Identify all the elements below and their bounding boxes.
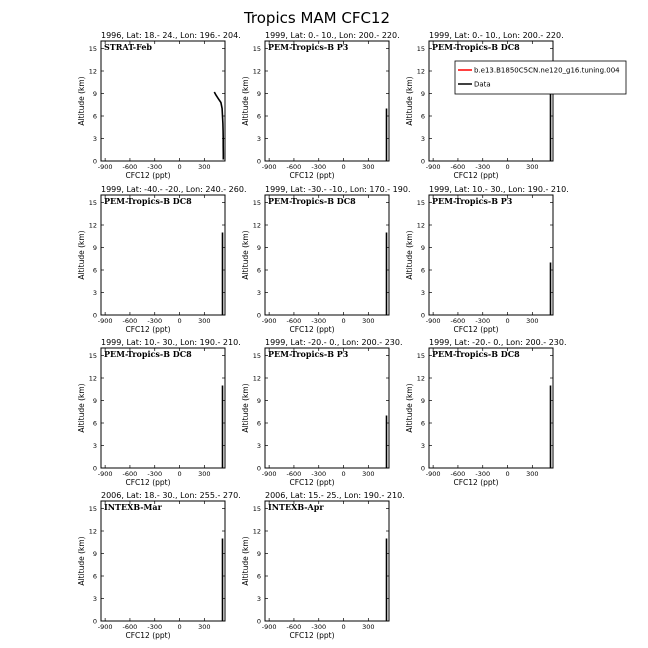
x-tick-label: -300	[147, 623, 163, 631]
x-tick-label: -600	[450, 163, 466, 171]
y-tick-label: 3	[256, 288, 261, 297]
x-tick-label: -900	[261, 317, 277, 325]
y-tick-label: 9	[256, 243, 261, 252]
x-tick-label: 300	[362, 317, 375, 325]
y-tick-label: 6	[92, 112, 97, 121]
panel-header: 1999, Lat: -40.- -20., Lon: 240.- 260.	[101, 185, 247, 194]
y-axis-label: Altitude (km)	[241, 383, 250, 433]
y-tick-label: 9	[420, 89, 425, 98]
x-axis-label: CFC12 (ppt)	[289, 325, 335, 334]
series-line-data	[214, 92, 223, 160]
x-axis-label: CFC12 (ppt)	[289, 171, 335, 180]
y-tick-label: 9	[92, 243, 97, 252]
y-tick-label: 12	[252, 221, 261, 230]
y-tick-label: 15	[416, 351, 425, 360]
x-tick-label: -900	[97, 163, 113, 171]
y-tick-label: 0	[256, 311, 261, 320]
y-tick-label: 12	[416, 221, 425, 230]
panel-10	[77, 491, 241, 640]
campaign-label: PEM-Tropics-B P3	[268, 349, 349, 359]
x-tick-label: -300	[147, 317, 163, 325]
plot-frame	[101, 348, 225, 468]
campaign-label: PEM-Tropics-B DC8	[432, 42, 520, 52]
x-tick-label: -600	[450, 317, 466, 325]
y-tick-label: 0	[420, 464, 425, 473]
y-tick-label: 15	[252, 198, 261, 207]
x-tick-label: -600	[286, 317, 302, 325]
x-tick-label: -600	[122, 163, 138, 171]
x-axis-label: CFC12 (ppt)	[453, 325, 499, 334]
x-tick-label: 0	[177, 163, 182, 171]
y-tick-label: 12	[88, 527, 97, 536]
y-axis-label: Altitude (km)	[241, 230, 250, 280]
plot-frame	[265, 195, 389, 315]
y-tick-label: 6	[256, 419, 261, 428]
y-tick-label: 9	[92, 396, 97, 405]
panel-header: 1999, Lat: -20.- 0., Lon: 200.- 230.	[429, 338, 567, 347]
y-tick-label: 3	[92, 441, 97, 450]
x-axis-label: CFC12 (ppt)	[289, 478, 335, 487]
campaign-label: PEM-Tropics-B DC8	[104, 196, 192, 206]
y-tick-label: 9	[256, 89, 261, 98]
panel-9	[405, 338, 567, 487]
panel-header: 1999, Lat: -30.- -10., Lon: 170.- 190.	[265, 185, 411, 194]
x-tick-label: 300	[198, 623, 211, 631]
y-tick-label: 3	[420, 441, 425, 450]
x-tick-label: -900	[425, 317, 441, 325]
x-tick-label: 300	[198, 317, 211, 325]
x-tick-label: 0	[341, 623, 346, 631]
x-tick-label: -600	[286, 623, 302, 631]
panel-header: 2006, Lat: 15.- 25., Lon: 190.- 210.	[265, 491, 405, 500]
panel-header: 1999, Lat: 10.- 30., Lon: 190.- 210.	[429, 185, 569, 194]
x-tick-label: 300	[362, 623, 375, 631]
figure-title: Tropics MAM CFC12	[243, 9, 391, 27]
x-tick-label: -900	[97, 623, 113, 631]
x-tick-label: -900	[425, 163, 441, 171]
y-tick-label: 15	[252, 351, 261, 360]
x-tick-label: -300	[475, 317, 491, 325]
y-tick-label: 0	[256, 464, 261, 473]
panel-header: 1996, Lat: 18.- 24., Lon: 196.- 204.	[101, 31, 241, 40]
y-tick-label: 3	[256, 134, 261, 143]
x-tick-label: -600	[122, 470, 138, 478]
campaign-label: PEM-Tropics-B P3	[432, 196, 513, 206]
y-tick-label: 15	[416, 44, 425, 53]
y-tick-label: 0	[420, 311, 425, 320]
y-tick-label: 12	[88, 221, 97, 230]
plot-frame	[101, 501, 225, 621]
y-axis-label: Altitude (km)	[77, 230, 86, 280]
y-tick-label: 12	[252, 527, 261, 536]
x-tick-label: 300	[362, 163, 375, 171]
x-tick-label: -900	[97, 470, 113, 478]
x-tick-label: -900	[261, 623, 277, 631]
campaign-label: INTEXB-Mar	[104, 502, 162, 512]
y-tick-label: 0	[256, 157, 261, 166]
x-tick-label: -300	[147, 470, 163, 478]
x-tick-label: -900	[261, 163, 277, 171]
x-tick-label: -300	[475, 163, 491, 171]
y-tick-label: 9	[420, 243, 425, 252]
x-tick-label: -300	[311, 317, 327, 325]
plot-frame	[429, 195, 553, 315]
x-axis-label: CFC12 (ppt)	[453, 478, 499, 487]
panel-1	[77, 31, 241, 180]
y-tick-label: 15	[252, 44, 261, 53]
x-tick-label: -900	[97, 317, 113, 325]
x-axis-label: CFC12 (ppt)	[125, 478, 171, 487]
y-tick-label: 3	[92, 288, 97, 297]
x-axis-label: CFC12 (ppt)	[453, 171, 499, 180]
panel-header: 1999, Lat: 0.- 10., Lon: 200.- 220.	[429, 31, 564, 40]
x-axis-label: CFC12 (ppt)	[125, 325, 171, 334]
x-tick-label: 0	[341, 163, 346, 171]
panel-3	[405, 31, 564, 180]
x-tick-label: -300	[475, 470, 491, 478]
plot-frame	[429, 41, 553, 161]
plot-frame	[101, 41, 225, 161]
y-tick-label: 12	[252, 374, 261, 383]
x-tick-label: 300	[526, 163, 539, 171]
y-tick-label: 3	[256, 594, 261, 603]
campaign-label: INTEXB-Apr	[268, 502, 324, 512]
y-tick-label: 15	[88, 198, 97, 207]
panel-header: 1999, Lat: 10.- 30., Lon: 190.- 210.	[101, 338, 241, 347]
panel-header: 1999, Lat: 0.- 10., Lon: 200.- 220.	[265, 31, 400, 40]
x-tick-label: 0	[505, 470, 510, 478]
y-tick-label: 6	[256, 266, 261, 275]
panel-8	[241, 338, 403, 487]
campaign-label: PEM-Tropics-B P3	[268, 42, 349, 52]
y-tick-label: 3	[92, 134, 97, 143]
x-tick-label: -600	[450, 470, 466, 478]
y-tick-label: 0	[92, 157, 97, 166]
legend-label: b.e13.B1850C5CN.ne120_g16.tuning.004	[474, 66, 620, 75]
y-tick-label: 12	[416, 374, 425, 383]
y-tick-label: 0	[92, 464, 97, 473]
y-tick-label: 0	[256, 617, 261, 626]
y-tick-label: 9	[256, 549, 261, 558]
legend	[455, 61, 626, 94]
y-axis-label: Altitude (km)	[77, 76, 86, 126]
x-tick-label: 0	[505, 163, 510, 171]
x-tick-label: 0	[341, 317, 346, 325]
x-tick-label: 0	[177, 317, 182, 325]
y-tick-label: 6	[420, 419, 425, 428]
x-tick-label: -600	[286, 163, 302, 171]
y-tick-label: 3	[420, 288, 425, 297]
y-tick-label: 9	[256, 396, 261, 405]
y-tick-label: 15	[88, 504, 97, 513]
y-axis-label: Altitude (km)	[77, 383, 86, 433]
plot-frame	[265, 348, 389, 468]
x-tick-label: -900	[261, 470, 277, 478]
panel-header: 1999, Lat: -20.- 0., Lon: 200.- 230.	[265, 338, 403, 347]
campaign-label: PEM-Tropics-B DC8	[432, 349, 520, 359]
x-tick-label: 300	[198, 470, 211, 478]
x-tick-label: 300	[526, 317, 539, 325]
plot-frame	[265, 41, 389, 161]
y-tick-label: 6	[420, 112, 425, 121]
x-tick-label: 0	[341, 470, 346, 478]
y-tick-label: 6	[92, 266, 97, 275]
panel-11	[241, 491, 405, 640]
y-tick-label: 12	[252, 67, 261, 76]
panel-6	[405, 185, 569, 334]
y-tick-label: 3	[420, 134, 425, 143]
x-tick-label: -600	[286, 470, 302, 478]
y-tick-label: 12	[88, 67, 97, 76]
panel-2	[241, 31, 400, 180]
y-tick-label: 6	[256, 112, 261, 121]
campaign-label: PEM-Tropics-B DC8	[104, 349, 192, 359]
x-tick-label: 300	[526, 470, 539, 478]
panels	[77, 31, 569, 640]
plot-frame	[101, 195, 225, 315]
panel-4	[77, 185, 247, 334]
plot-frame	[265, 501, 389, 621]
campaign-label: PEM-Tropics-B DC8	[268, 196, 356, 206]
x-tick-label: -600	[122, 623, 138, 631]
x-tick-label: 300	[198, 163, 211, 171]
y-tick-label: 15	[252, 504, 261, 513]
y-tick-label: 0	[92, 617, 97, 626]
x-tick-label: 0	[177, 623, 182, 631]
y-tick-label: 6	[256, 572, 261, 581]
legend-label: Data	[474, 80, 491, 89]
x-tick-label: -300	[311, 623, 327, 631]
y-axis-label: Altitude (km)	[241, 536, 250, 586]
x-axis-label: CFC12 (ppt)	[125, 171, 171, 180]
y-axis-label: Altitude (km)	[405, 383, 414, 433]
x-tick-label: -900	[425, 470, 441, 478]
y-tick-label: 12	[416, 67, 425, 76]
y-axis-label: Altitude (km)	[77, 536, 86, 586]
y-tick-label: 0	[92, 311, 97, 320]
x-axis-label: CFC12 (ppt)	[125, 631, 171, 640]
x-tick-label: -300	[311, 163, 327, 171]
x-tick-label: 0	[177, 470, 182, 478]
x-axis-label: CFC12 (ppt)	[289, 631, 335, 640]
y-tick-label: 15	[416, 198, 425, 207]
x-tick-label: 0	[505, 317, 510, 325]
y-tick-label: 0	[420, 157, 425, 166]
y-tick-label: 9	[420, 396, 425, 405]
x-tick-label: -600	[122, 317, 138, 325]
y-tick-label: 3	[256, 441, 261, 450]
panel-5	[241, 185, 411, 334]
y-tick-label: 6	[92, 572, 97, 581]
x-tick-label: -300	[311, 470, 327, 478]
y-tick-label: 15	[88, 44, 97, 53]
campaign-label: STRAT-Feb	[104, 42, 153, 52]
y-axis-label: Altitude (km)	[241, 76, 250, 126]
x-tick-label: -300	[147, 163, 163, 171]
y-tick-label: 15	[88, 351, 97, 360]
y-tick-label: 12	[88, 374, 97, 383]
y-tick-label: 9	[92, 89, 97, 98]
y-axis-label: Altitude (km)	[405, 76, 414, 126]
y-tick-label: 9	[92, 549, 97, 558]
plot-frame	[429, 348, 553, 468]
y-tick-label: 3	[92, 594, 97, 603]
y-tick-label: 6	[92, 419, 97, 428]
panel-7	[77, 338, 241, 487]
x-tick-label: 300	[362, 470, 375, 478]
y-axis-label: Altitude (km)	[405, 230, 414, 280]
panel-header: 2006, Lat: 18.- 30., Lon: 255.- 270.	[101, 491, 241, 500]
y-tick-label: 6	[420, 266, 425, 275]
